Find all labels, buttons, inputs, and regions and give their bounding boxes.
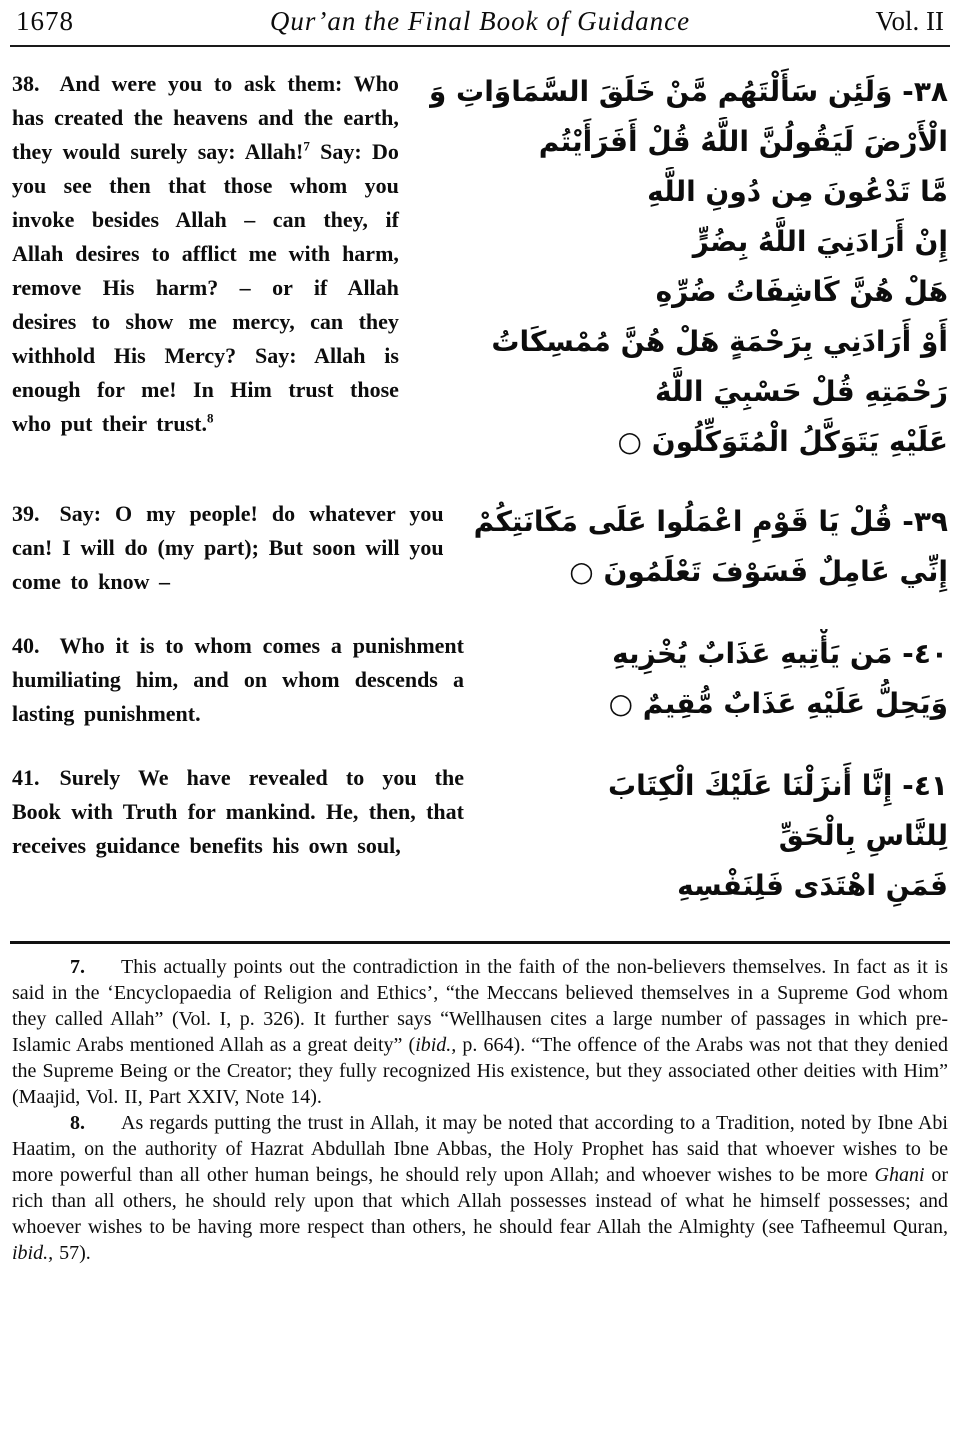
verse-row bbox=[12, 629, 948, 731]
arabic-line: ٤٠- مَن يَأْتِيهِ عَذَابٌ يُخْزِيهِ bbox=[612, 637, 948, 670]
verse-arabic-text bbox=[470, 497, 948, 599]
volume-label: Vol. II bbox=[875, 6, 944, 36]
arabic-line: إِنِّي عَامِلٌ فَسَوْفَ تَعْلَمُونَ ○ bbox=[569, 555, 948, 588]
header-divider bbox=[10, 45, 950, 47]
italic-text: ibid., bbox=[415, 1034, 457, 1056]
footnote-number: 8. bbox=[70, 1112, 85, 1134]
verse-number: 39. bbox=[12, 501, 40, 526]
verse-arabic-text bbox=[490, 629, 948, 731]
page-title: Qur’an the Final Book of Guidance bbox=[269, 6, 691, 36]
verse-english-text: 41. Surely We have revealed to you the Book with Truth for mankind. He, then, that receives guidance benefits his own soul, bbox=[12, 765, 464, 858]
arabic-line: إِنْ أَرَادَنِيَ اللَّهُ بِضُرٍّ bbox=[692, 225, 948, 258]
footnote-ref: 7 bbox=[303, 138, 310, 154]
verse-arabic-text bbox=[490, 761, 948, 911]
footnote-number: 7. bbox=[70, 956, 85, 978]
footnote-ref: 8 bbox=[206, 410, 214, 426]
verse-number: 40. bbox=[12, 633, 40, 658]
footnotes-section bbox=[10, 954, 950, 1266]
arabic-line: هَلْ هُنَّ كَاشِفَاتُ ضُرِّهِ bbox=[655, 275, 948, 308]
arabic-line: ٤١- إِنَّا أَنزَلْنَا عَلَيْكَ الْكِتَابَ bbox=[608, 769, 948, 802]
italic-text: ibid., bbox=[12, 1242, 54, 1264]
arabic-line: وَيَحِلُّ عَلَيْهِ عَذَابٌ مُّقِيمٌ ○ bbox=[608, 687, 948, 720]
arabic-line: ٣٩- قُلْ يَا قَوْمِ اعْمَلُوا عَلَى مَكَانَتِكُمْ bbox=[473, 505, 948, 538]
arabic-line: عَلَيْهِ يَتَوَكَّلُ الْمُتَوَكِّلُونَ ○ bbox=[617, 425, 948, 458]
arabic-line: أَوْ أَرَادَنِي بِرَحْمَةٍ هَلْ هُنَّ مُمْسِكَاتُ bbox=[491, 325, 948, 358]
arabic-line: الْأَرْضَ لَيَقُولُنَّ اللَّهُ قُلْ أَفَرَأَيْتُم bbox=[538, 125, 948, 158]
verse-english-text: 39. Say: O my people! do whatever you can! I will do (my part); But soon will you come to know – bbox=[12, 501, 444, 594]
verses-section bbox=[10, 67, 950, 911]
arabic-line: لِلنَّاسِ بِالْحَقِّ bbox=[778, 819, 948, 852]
arabic-line: فَمَنِ اهْتَدَى فَلِنَفْسِهِ bbox=[677, 869, 948, 902]
arabic-line: رَحْمَتِهِ قُلْ حَسْبِيَ اللَّهُ bbox=[654, 375, 948, 408]
verse-row bbox=[12, 497, 948, 599]
footnote-divider bbox=[10, 941, 950, 944]
footnote: 8. As regards putting the trust in Allah, it may be noted that according to a Tradition, noted by Ibne Abi Haatim, on the authority of Hazrat Abdullah Ibne Abbas, the Holy Prophet has said that whoever wishes to be more powerful than all other human beings, he should rely upon Allah; and whoever wishes to be more Ghani or rich than all others, he should rely upon that which Allah possesses instead of what he himself possesses; and whoever wishes to be having more respect than others, he should fear Allah the Almighty (see Tafheemul Quran, ibid., 57). bbox=[12, 1112, 948, 1264]
verse-arabic-text bbox=[425, 67, 948, 467]
page-number: 1678 bbox=[16, 6, 74, 36]
footnote: 7. This actually points out the contradiction in the faith of the non-believers themselves. In fact as it is said in the ‘Encyclopaedia of Religion and Ethics’, “the Meccans believed themselves in a Supreme God whom they called Allah” (Vol. I, p. 326). It further says “Wellhausen cites a large number of passages in which pre-Islamic Arabs mentioned Allah as a great deity” (ibid., p. 664). “The offence of the Arabs was not that they denied the Supreme Being or the Creator; they fully recognized His existence, but they associated other deities with Him” (Maajid, Vol. II, Part XXIV, Note 14). bbox=[12, 956, 948, 1108]
page-header bbox=[10, 4, 950, 43]
verse-row bbox=[12, 67, 948, 467]
verse-number: 41. bbox=[12, 765, 40, 790]
verse-row bbox=[12, 761, 948, 911]
verse-number: 38. bbox=[12, 71, 40, 96]
arabic-line: مَّا تَدْعُونَ مِن دُونِ اللَّهِ bbox=[647, 175, 948, 208]
verse-english-text: 38. And were you to ask them: Who has created the heavens and the earth, they would surely say: Allah!$^7$ Say: Do you see then that those whom you invoke besides Allah – can they, if Allah desires to afflict me with harm, remove His harm? – or if Allah desires to show me mercy, can they withhold His Mercy? Say: Allah is enough for me! In Him trust those who put their trust.$^8$ bbox=[12, 71, 399, 436]
verse-english-text: 40. Who it is to whom comes a punishment humiliating him, and on whom descends a lasting punishment. bbox=[12, 633, 464, 726]
arabic-line: ٣٨- وَلَئِن سَأَلْتَهُم مَّنْ خَلَقَ السَّمَاوَاتِ وَ bbox=[428, 75, 948, 108]
italic-text: Ghani bbox=[874, 1164, 925, 1186]
